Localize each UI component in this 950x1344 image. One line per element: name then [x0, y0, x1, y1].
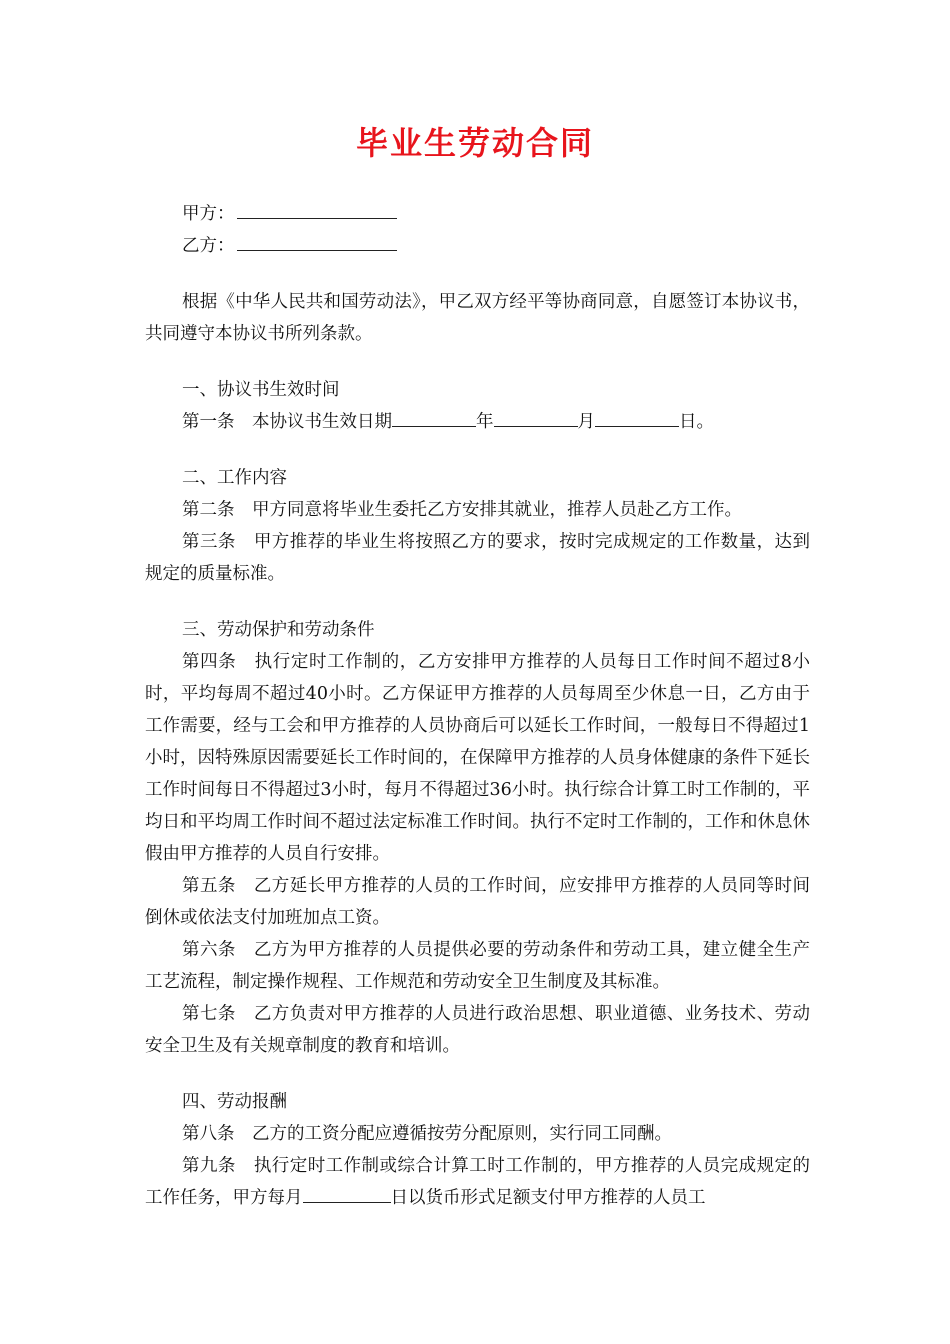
year-label: 年 [476, 412, 494, 432]
section-4-heading: 四、劳动报酬 [182, 1092, 287, 1112]
party-a-label: 甲方： [182, 204, 235, 224]
article-8: 第八条 乙方的工资分配应遵循按劳分配原则，实行同工同酬。 [182, 1124, 672, 1144]
article-6: 第六条 乙方为甲方推荐的人员提供必要的劳动条件和劳动工具，建立健全生产工艺流程，制定操作规程、工作规范和劳动安全卫生制度及其标准。 [145, 940, 810, 992]
section-2-heading: 二、工作内容 [182, 468, 287, 488]
day-blank [595, 408, 679, 427]
party-b-label: 乙方： [182, 236, 235, 256]
party-a-line [145, 198, 810, 230]
article-1 [145, 406, 810, 438]
party-b-line [145, 230, 810, 262]
section-1-heading: 一、协议书生效时间 [182, 380, 340, 400]
month-blank [494, 408, 578, 427]
article-3: 第三条 甲方推荐的毕业生将按照乙方的要求，按时完成规定的工作数量，达到规定的质量标准。 [145, 532, 810, 584]
article-9 [145, 1150, 810, 1214]
party-a-blank [237, 200, 397, 219]
article-2: 第二条 甲方同意将毕业生委托乙方安排其就业，推荐人员赴乙方工作。 [182, 500, 742, 520]
day-label: 日。 [679, 412, 714, 432]
pay-day-blank [303, 1184, 391, 1203]
document-body [145, 198, 810, 1214]
article-7: 第七条 乙方负责对甲方推荐的人员进行政治思想、职业道德、业务技术、劳动安全卫生及有关规章制度的教育和培训。 [145, 1004, 810, 1056]
article-9-part-1: 第九条 执行定时工作制或综合计算工时工作制的，甲方推荐的人员完成规定的工作任务，甲方每月 [145, 1156, 810, 1208]
year-blank [392, 408, 476, 427]
article-5: 第五条 乙方延长甲方推荐的人员的工作时间，应安排甲方推荐的人员同等时间倒休或依法支付加班加点工资。 [145, 876, 810, 928]
party-b-blank [237, 232, 397, 251]
document-title: 毕业生劳动合同 [355, 124, 594, 162]
article-4: 第四条 执行定时工作制的，乙方安排甲方推荐的人员每日工作时间不超过8小时，平均每周不超过40小时。乙方保证甲方推荐的人员每周至少休息一日，乙方由于工作需要，经与工会和甲方推荐的人员协商后可以延长工作时间，一般每日不得超过1小时，因特殊原因需要延长工作时间的，在保障甲方推荐的人员身体健康的条件下延长工作时间每日不得超过3小时，每月不得超过36小时。执行综合计算工时工作制的，平均日和平均周工作时间不超过法定标准工作时间。执行不定时工作制的，工作和休息休假由甲方推荐的人员自行安排。 [145, 652, 810, 864]
article-1-prefix: 第一条 本协议书生效日期 [182, 412, 392, 432]
article-9-part-2: 日以货币形式足额支付甲方推荐的人员工 [390, 1188, 706, 1208]
month-label: 月 [577, 412, 595, 432]
section-3-heading: 三、劳动保护和劳动条件 [182, 620, 375, 640]
intro-paragraph: 根据《中华人民共和国劳动法》，甲乙双方经平等协商同意，自愿签订本协议书，共同遵守本协议书所列条款。 [145, 292, 810, 344]
